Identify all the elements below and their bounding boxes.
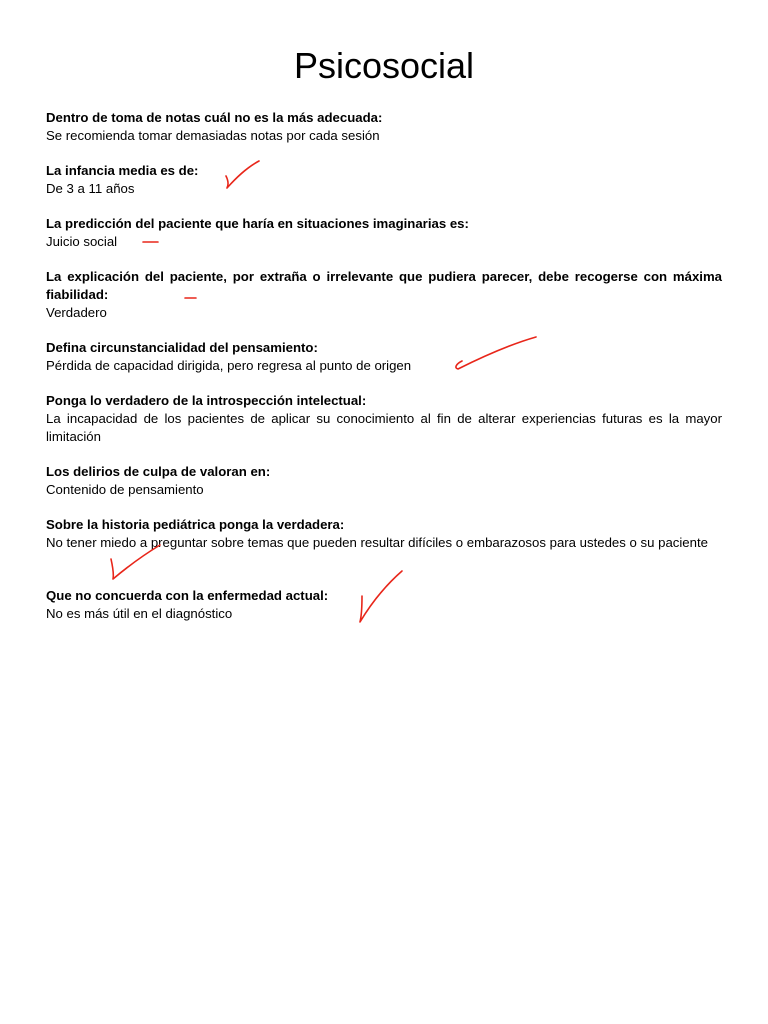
page-title: Psicosocial [293, 45, 475, 86]
question-2: La infancia media es de: [46, 163, 199, 178]
question-8: Sobre la historia pediátrica ponga la verdadera: [46, 517, 345, 532]
question-3: La predicción del paciente que haría en situaciones imaginarias es: [46, 216, 469, 231]
qa-item-2 [46, 162, 722, 198]
question-7: Los delirios de culpa de valoran en: [46, 464, 271, 479]
qa-item-8 [46, 516, 722, 552]
answer-8: No tener miedo a preguntar sobre temas que pueden resultar difíciles o embarazosos para ustedes o su paciente [46, 535, 708, 550]
qa-item-6 [46, 392, 722, 446]
question-9: Que no concuerda con la enfermedad actual: [46, 588, 329, 603]
qa-item-4 [46, 268, 722, 322]
answer-3: Juicio social [46, 234, 118, 249]
qa-item-1 [46, 109, 722, 145]
question-6: Ponga lo verdadero de la introspección intelectual: [46, 393, 367, 408]
qa-item-3 [46, 215, 722, 251]
answer-5: Pérdida de capacidad dirigida, pero regresa al punto de origen [46, 358, 412, 373]
qa-item-7 [46, 463, 722, 499]
answer-1: Se recomienda tomar demasiadas notas por cada sesión [46, 128, 380, 143]
answer-6: La incapacidad de los pacientes de aplicar su conocimiento al fin de alterar experiencias futuras es la mayor limitación [46, 411, 722, 444]
question-5: Defina circunstancialidad del pensamiento: [46, 340, 318, 355]
answer-9: No es más útil en el diagnóstico [46, 606, 233, 621]
question-4: La explicación del paciente, por extraña o irrelevante que pudiera parecer, debe recogerse con máxima fiabilidad: [46, 269, 722, 302]
qa-item-5 [46, 339, 722, 375]
answer-2: De 3 a 11 años [46, 181, 135, 196]
question-1: Dentro de toma de notas cuál no es la más adecuada: [46, 110, 383, 125]
answer-7: Contenido de pensamiento [46, 482, 204, 497]
qa-item-9 [46, 587, 722, 623]
answer-4: Verdadero [46, 305, 107, 320]
